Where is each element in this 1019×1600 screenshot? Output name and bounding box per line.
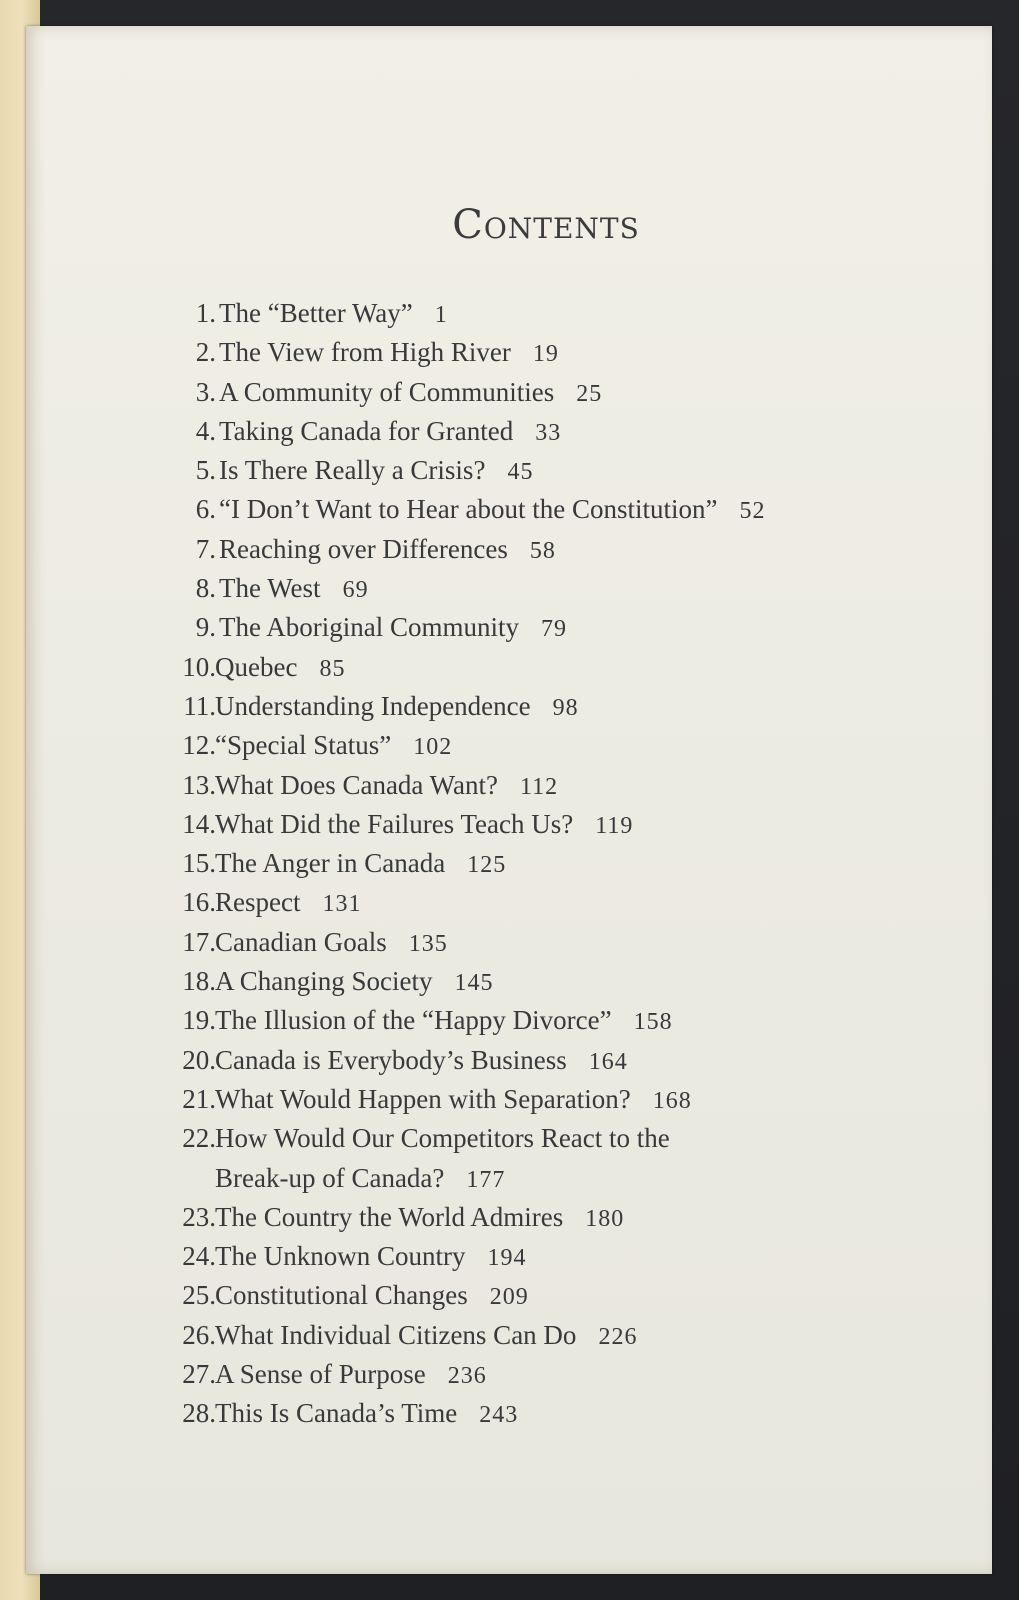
chapter-title: “I Don’t Want to Hear about the Constitution” bbox=[219, 494, 718, 525]
toc-entry bbox=[26, 687, 926, 726]
page-number: 85 bbox=[319, 655, 346, 682]
chapter-title: A Changing Society bbox=[215, 966, 433, 997]
page-number: 112 bbox=[519, 773, 559, 800]
chapter-title: What Does Canada Want? bbox=[215, 769, 498, 800]
page-number: 45 bbox=[507, 459, 534, 486]
page-number: 168 bbox=[652, 1087, 692, 1114]
toc-entry bbox=[26, 412, 926, 451]
chapter-number: 19. bbox=[182, 1005, 216, 1036]
chapter-number: 20. bbox=[182, 1044, 216, 1075]
toc-entry bbox=[26, 1394, 926, 1433]
chapter-number: 8. bbox=[195, 573, 216, 604]
toc-entry bbox=[26, 1276, 926, 1315]
chapter-title: Constitutional Changes bbox=[215, 1280, 468, 1311]
page-number: 236 bbox=[447, 1363, 487, 1390]
chapter-number: 28. bbox=[182, 1398, 216, 1429]
toc-entry bbox=[26, 766, 926, 805]
page-number: 79 bbox=[540, 616, 567, 643]
page-number: 243 bbox=[479, 1402, 519, 1429]
page-number: 226 bbox=[598, 1323, 638, 1350]
chapter-title: What Individual Citizens Can Do bbox=[215, 1319, 577, 1350]
chapter-number: 27. bbox=[182, 1359, 216, 1390]
page-number: 25 bbox=[576, 380, 603, 407]
chapter-number: 22. bbox=[182, 1123, 216, 1154]
chapter-number: 14. bbox=[182, 808, 216, 839]
chapter-number: 2. bbox=[195, 337, 216, 368]
page-number: 33 bbox=[535, 419, 562, 446]
toc-entry bbox=[26, 726, 926, 765]
page-number: 145 bbox=[454, 970, 494, 997]
chapter-number: 24. bbox=[182, 1241, 216, 1272]
chapter-number: 23. bbox=[182, 1201, 216, 1232]
toc-entry bbox=[26, 1355, 926, 1394]
chapter-title: Understanding Independence bbox=[215, 690, 531, 721]
page-number: 164 bbox=[588, 1048, 628, 1075]
toc-entry bbox=[26, 805, 926, 844]
chapter-title: Reaching over Differences bbox=[219, 533, 508, 564]
chapter-title: The View from High River bbox=[219, 337, 511, 368]
page-number: 180 bbox=[585, 1205, 625, 1232]
page-number: 194 bbox=[487, 1245, 527, 1272]
toc-entry bbox=[26, 569, 926, 608]
chapter-title: A Community of Communities bbox=[219, 376, 555, 407]
chapter-number: 21. bbox=[182, 1083, 216, 1114]
chapter-number: 6. bbox=[195, 494, 216, 525]
chapter-title: Canada is Everybody’s Business bbox=[215, 1044, 567, 1075]
chapter-title: The Aboriginal Community bbox=[219, 612, 519, 643]
chapter-title: The Anger in Canada bbox=[215, 848, 446, 879]
chapter-title: How Would Our Competitors React to the bbox=[215, 1123, 670, 1154]
toc-entry bbox=[26, 294, 926, 333]
chapter-number: 16. bbox=[182, 887, 216, 918]
chapter-title: “Special Status” bbox=[215, 730, 392, 761]
table-of-contents bbox=[26, 294, 926, 1434]
chapter-number: 11. bbox=[183, 690, 216, 721]
toc-entry bbox=[26, 608, 926, 647]
page-number: 98 bbox=[552, 694, 579, 721]
toc-entry bbox=[26, 1119, 926, 1198]
chapter-number: 5. bbox=[195, 455, 216, 486]
toc-entry bbox=[26, 883, 926, 922]
page-number: 135 bbox=[408, 930, 448, 957]
toc-entry bbox=[26, 1080, 926, 1119]
page-number: 119 bbox=[595, 812, 634, 839]
page-number: 131 bbox=[322, 891, 362, 918]
chapter-number: 10. bbox=[182, 651, 216, 682]
chapter-title: What Did the Failures Teach Us? bbox=[215, 808, 574, 839]
chapter-number: 3. bbox=[195, 376, 216, 407]
chapter-title: The Country the World Admires bbox=[215, 1201, 564, 1232]
chapter-number: 1. bbox=[195, 298, 216, 328]
chapter-title: A Sense of Purpose bbox=[215, 1359, 426, 1390]
toc-entry bbox=[26, 844, 926, 883]
chapter-number: 26. bbox=[182, 1319, 216, 1350]
toc-entry bbox=[26, 1237, 926, 1276]
toc-entry bbox=[26, 923, 926, 962]
toc-entry bbox=[26, 1316, 926, 1355]
toc-entry bbox=[26, 1198, 926, 1237]
chapter-title: Quebec bbox=[215, 651, 298, 682]
page-number: 102 bbox=[413, 734, 453, 761]
chapter-title: The Illusion of the “Happy Divorce” bbox=[215, 1005, 612, 1036]
chapter-number: 15. bbox=[182, 848, 216, 879]
chapter-title: Is There Really a Crisis? bbox=[219, 455, 486, 486]
chapter-title: The Unknown Country bbox=[215, 1241, 466, 1272]
chapter-title: Respect bbox=[215, 887, 301, 918]
toc-entry bbox=[26, 648, 926, 687]
chapter-title: Taking Canada for Granted bbox=[219, 415, 514, 446]
page-number: 69 bbox=[342, 577, 369, 604]
toc-entry bbox=[26, 1041, 926, 1080]
page-number: 58 bbox=[529, 537, 556, 564]
toc-entry bbox=[26, 333, 926, 372]
toc-entry bbox=[26, 490, 926, 529]
chapter-number: 4. bbox=[195, 415, 216, 446]
chapter-number: 17. bbox=[182, 926, 216, 957]
chapter-number: 12. bbox=[182, 730, 216, 761]
toc-entry bbox=[26, 373, 926, 412]
chapter-number: 25. bbox=[182, 1280, 216, 1311]
page-number: 158 bbox=[633, 1009, 673, 1036]
book-page bbox=[26, 26, 992, 1574]
page-number: 209 bbox=[489, 1284, 529, 1311]
page-number: 1 bbox=[434, 302, 448, 328]
chapter-number: 9. bbox=[195, 612, 216, 643]
page-number: 177 bbox=[466, 1166, 506, 1193]
toc-entry bbox=[26, 530, 926, 569]
chapter-number: 18. bbox=[182, 966, 216, 997]
chapter-title: What Would Happen with Separation? bbox=[215, 1083, 631, 1114]
chapter-title: The “Better Way” bbox=[219, 298, 413, 328]
page-number: 52 bbox=[739, 498, 766, 525]
page-number: 125 bbox=[467, 852, 507, 879]
page-number: 19 bbox=[532, 341, 559, 368]
toc-entry bbox=[26, 1001, 926, 1040]
contents-heading: Contents bbox=[452, 202, 640, 248]
chapter-number: 13. bbox=[182, 769, 216, 800]
chapter-title-continued: Break-up of Canada? bbox=[215, 1162, 445, 1193]
toc-entry bbox=[26, 451, 926, 490]
chapter-title: This Is Canada’s Time bbox=[215, 1398, 458, 1429]
chapter-title: Canadian Goals bbox=[215, 926, 387, 957]
chapter-title: The West bbox=[219, 573, 321, 604]
toc-entry bbox=[26, 962, 926, 1001]
chapter-number: 7. bbox=[195, 533, 216, 564]
